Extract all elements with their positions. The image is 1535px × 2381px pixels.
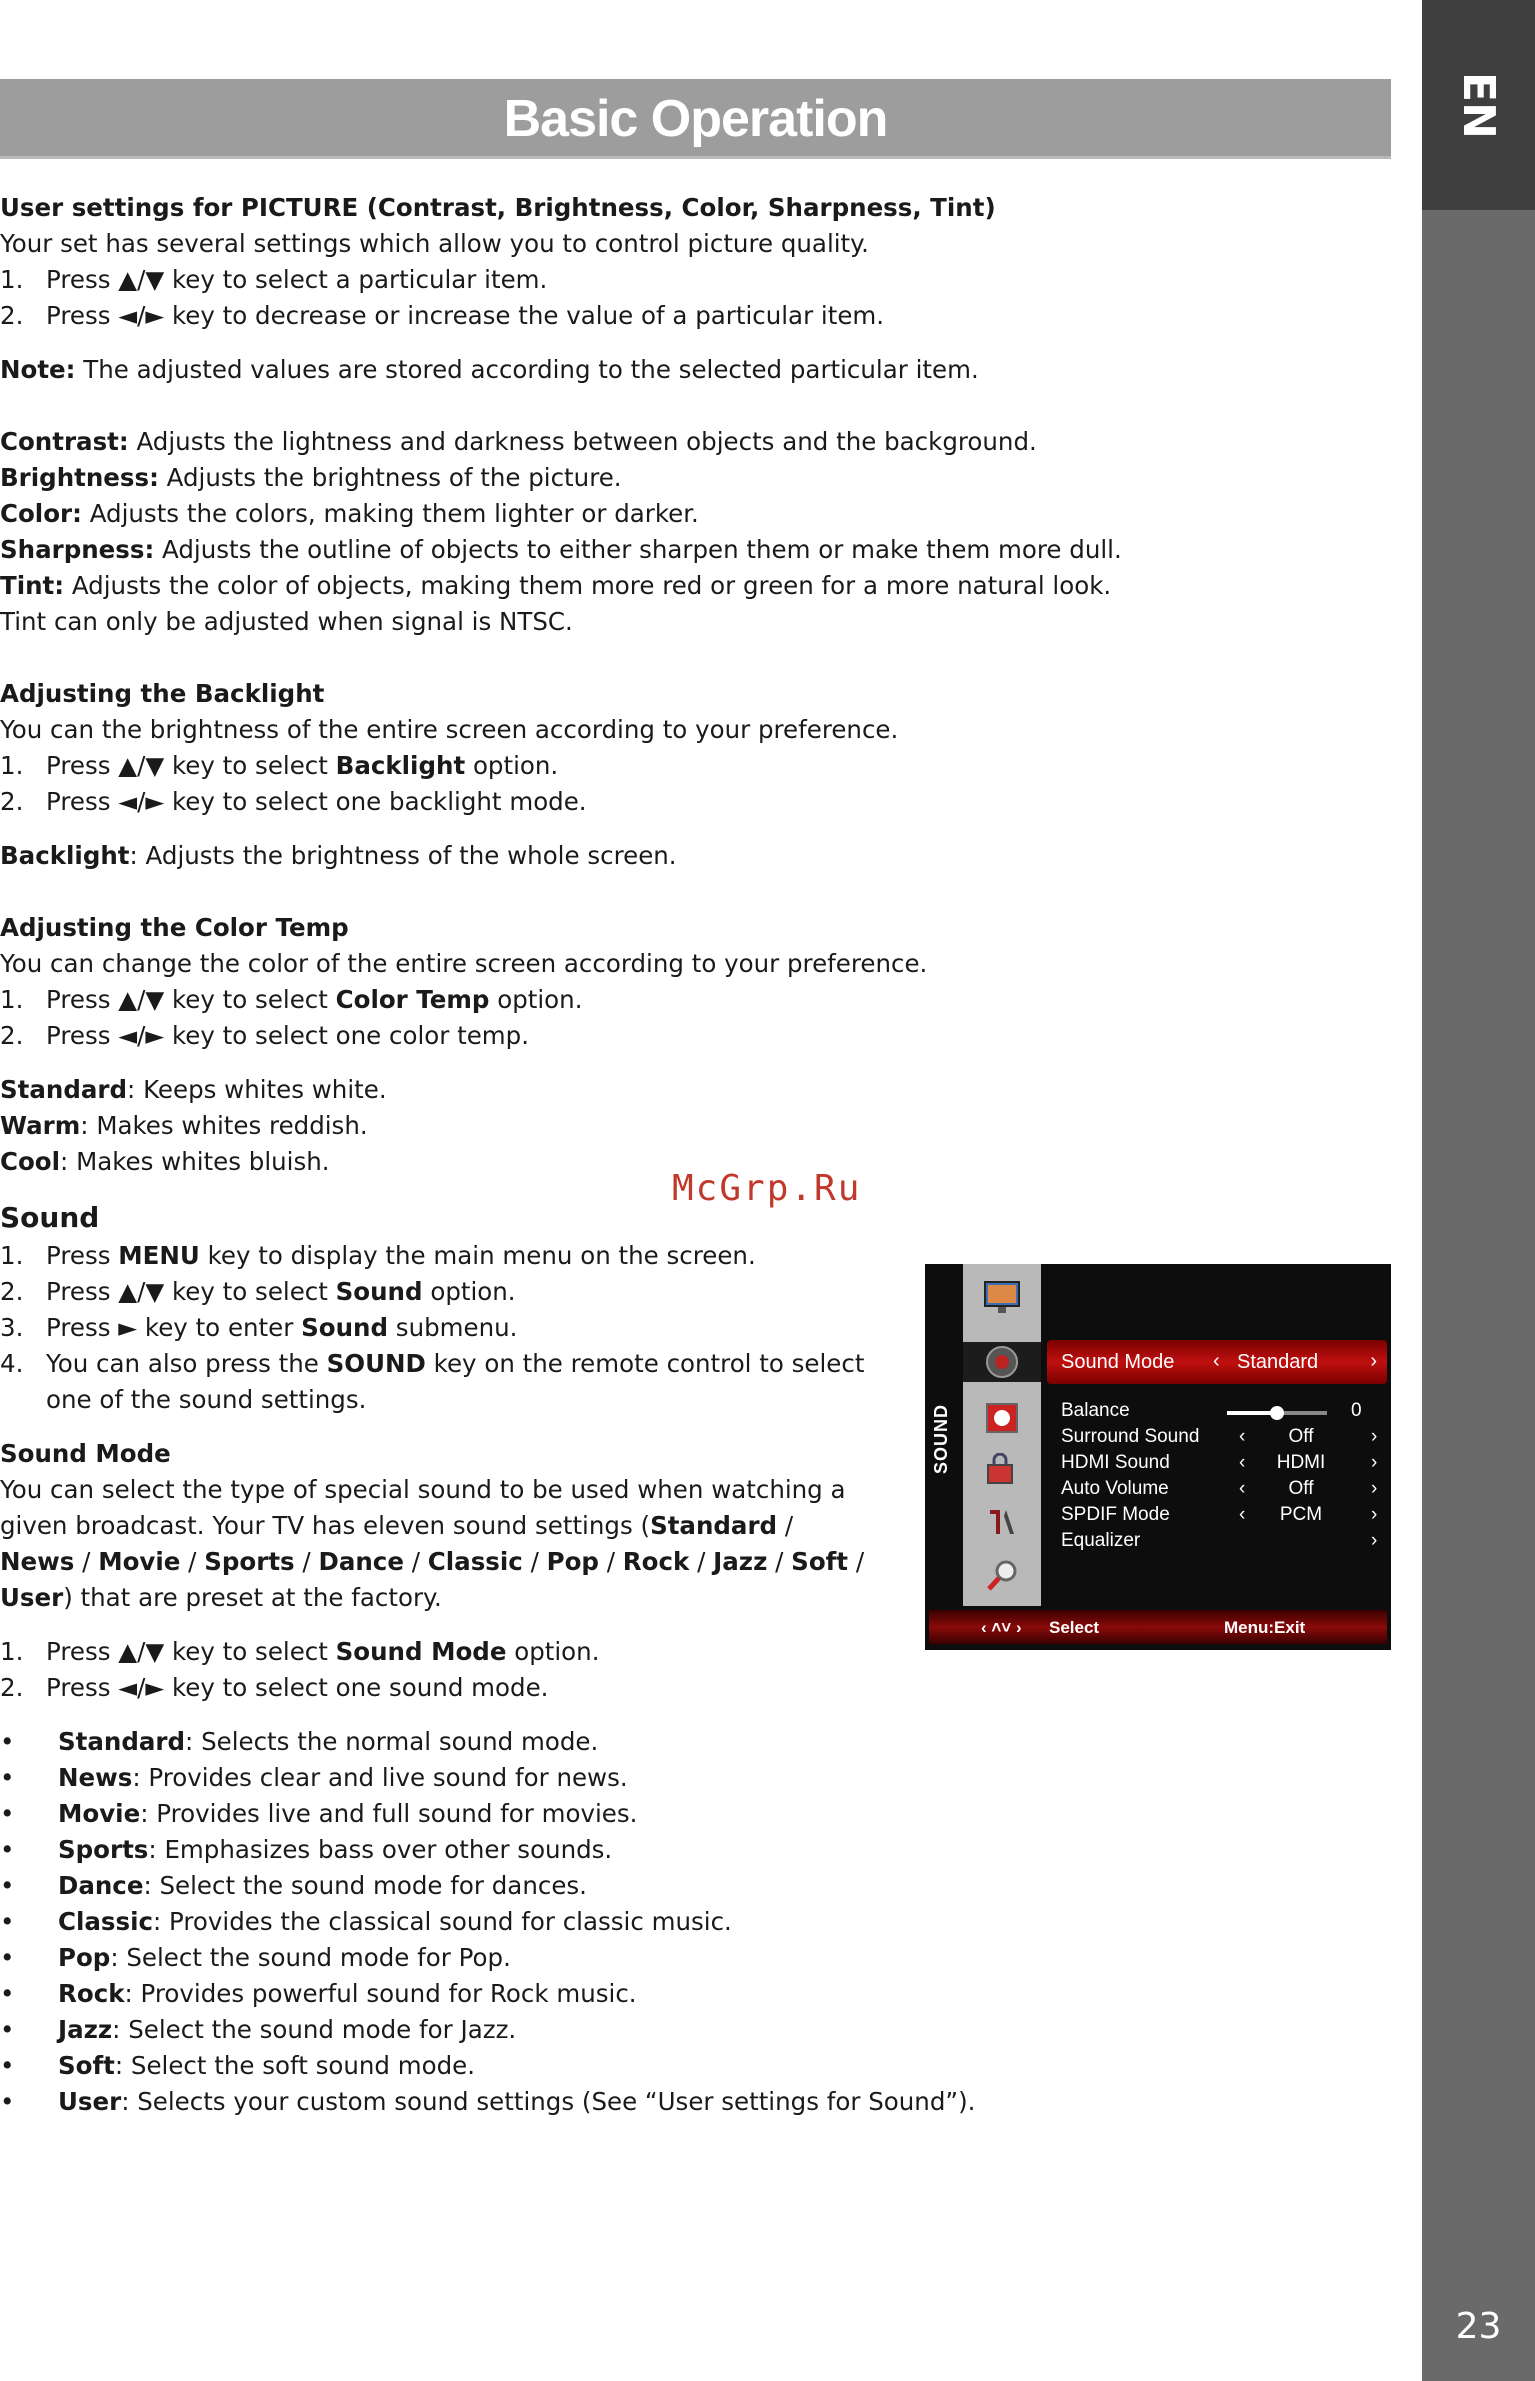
list-item: 2. Press ◄/► key to select one backlight mode. bbox=[0, 787, 587, 816]
definition-backlight: Backlight: Adjusts the brightness of the whole screen. bbox=[0, 841, 677, 870]
tint-note: Tint can only be adjusted when signal is NTSC. bbox=[0, 607, 573, 636]
speaker-icon[interactable] bbox=[963, 1342, 1041, 1382]
sound-mode-bullets bbox=[0, 1724, 1160, 2120]
spdif-mode-row[interactable]: SPDIF Mode ‹ PCM › bbox=[1061, 1504, 1378, 1525]
sound-mode-intro: You can select the type of special sound to be used when watching a given broadcast. Your TV has eleven sound settings (Standard / News / Movie / Sports / Dance / Classic / Pop / Rock / Jazz / Soft / User) that are preset at the factory. bbox=[0, 1475, 865, 1612]
chevron-right-icon: › bbox=[1371, 1504, 1378, 1525]
list-item: • Sports: Emphasizes bass over other sounds. bbox=[0, 1832, 1160, 1868]
list-item: 4. You can also press the SOUND key on the remote control to select one of the sound settings. bbox=[0, 1349, 865, 1414]
list-item: • Jazz: Select the sound mode for Jazz. bbox=[0, 2012, 1160, 2048]
list-item: • User: Selects your custom sound settings (See “User settings for Sound”). bbox=[0, 2084, 1160, 2120]
hdmi-sound-row[interactable]: HDMI Sound ‹ HDMI › bbox=[1061, 1452, 1378, 1473]
menu-side-label: SOUND bbox=[931, 1404, 951, 1475]
list-item: 1. Press MENU key to display the main menu on the screen. bbox=[0, 1241, 756, 1270]
backlight-intro: You can the brightness of the entire screen according to your preference. bbox=[0, 715, 899, 744]
sound-steps bbox=[0, 1238, 870, 1418]
chevron-right-icon: › bbox=[1371, 1530, 1378, 1551]
list-item: • Rock: Provides powerful sound for Rock music. bbox=[0, 1976, 1160, 2012]
section-heading-backlight: Adjusting the Backlight bbox=[0, 679, 325, 708]
list-item: 2. Press ◄/► key to select one color temp. bbox=[0, 1021, 530, 1050]
definition-warm: Warm: Makes whites reddish. bbox=[0, 1111, 368, 1140]
backlight-steps bbox=[0, 748, 1160, 820]
section-heading-sound: Sound bbox=[0, 1201, 100, 1234]
definition-color: Color: Adjusts the colors, making them lighter or darker. bbox=[0, 499, 699, 528]
picture-steps bbox=[0, 262, 1160, 334]
menu-icon-column bbox=[963, 1264, 1041, 1606]
right-sidebar bbox=[1422, 0, 1535, 2381]
tools-icon[interactable] bbox=[980, 1502, 1024, 1542]
section-heading-colortemp: Adjusting the Color Temp bbox=[0, 913, 349, 942]
list-item: • Soft: Select the soft sound mode. bbox=[0, 2048, 1160, 2084]
footer-select-label: Select bbox=[1049, 1618, 1100, 1637]
list-item: • News: Provides clear and live sound for news. bbox=[0, 1760, 1160, 1796]
picture-intro: Your set has several settings which allow you to control picture quality. bbox=[0, 229, 869, 258]
watermark: McGrp.Ru bbox=[672, 1168, 862, 1209]
definition-tint: Tint: Adjusts the color of objects, making them more red or green for a more natural look. bbox=[0, 571, 1112, 600]
equalizer-row[interactable]: Equalizer › bbox=[1061, 1530, 1378, 1551]
balance-slider[interactable] bbox=[1227, 1411, 1327, 1415]
balance-row[interactable]: Balance 0 bbox=[1061, 1400, 1362, 1421]
sound-mode-row[interactable]: Sound Mode ‹ Standard › bbox=[1047, 1340, 1387, 1384]
section-heading-picture: User settings for PICTURE (Contrast, Brightness, Color, Sharpness, Tint) bbox=[0, 193, 996, 222]
page-number: 23 bbox=[1455, 2306, 1502, 2347]
list-item: • Standard: Selects the normal sound mode. bbox=[0, 1724, 1160, 1760]
language-tab bbox=[1422, 0, 1535, 210]
chevron-right-icon: › bbox=[1371, 1426, 1378, 1447]
picture-note: Note: The adjusted values are stored according to the selected particular item. bbox=[0, 355, 979, 384]
definition-contrast: Contrast: Adjusts the lightness and darkness between objects and the background. bbox=[0, 427, 1037, 456]
list-item: 2. Press ▲/▼ key to select Sound option. bbox=[0, 1277, 516, 1306]
colortemp-intro: You can change the color of the entire screen according to your preference. bbox=[0, 949, 928, 978]
definition-sharpness: Sharpness: Adjusts the outline of objects to either sharpen them or make them more dull. bbox=[0, 535, 1122, 564]
list-item: 1. Press ▲/▼ key to select Color Temp option. bbox=[0, 985, 583, 1014]
clock-icon[interactable] bbox=[980, 1398, 1024, 1438]
magnifier-icon[interactable] bbox=[980, 1556, 1024, 1596]
chevron-left-icon[interactable]: ‹ bbox=[1213, 1350, 1220, 1372]
definition-standard: Standard: Keeps whites white. bbox=[0, 1075, 387, 1104]
chevron-left-icon: ‹ bbox=[1239, 1452, 1246, 1473]
sound-mode-heading: Sound Mode bbox=[0, 1439, 171, 1468]
sound-mode-steps bbox=[0, 1634, 870, 1706]
chevron-left-icon: ‹ bbox=[1239, 1478, 1246, 1499]
tv-sound-menu bbox=[925, 1264, 1391, 1650]
list-item: 2. Press ◄/► key to decrease or increase the value of a particular item. bbox=[0, 301, 885, 330]
list-item: 2. Press ◄/► key to select one sound mode. bbox=[0, 1673, 549, 1702]
definition-brightness: Brightness: Adjusts the brightness of the picture. bbox=[0, 463, 622, 492]
list-item: 3. Press ► key to enter Sound submenu. bbox=[0, 1313, 518, 1342]
nav-arrows-icon: ‹ ˄˅ › bbox=[981, 1618, 1022, 1637]
main-content bbox=[0, 190, 1160, 2120]
list-item: 1. Press ▲/▼ key to select a particular item. bbox=[0, 265, 548, 294]
list-item: • Movie: Provides live and full sound for movies. bbox=[0, 1796, 1160, 1832]
list-item: • Pop: Select the sound mode for Pop. bbox=[0, 1940, 1160, 1976]
colortemp-steps bbox=[0, 982, 1160, 1054]
chevron-right-icon: › bbox=[1371, 1452, 1378, 1473]
footer-exit-label: Menu:Exit bbox=[1224, 1618, 1306, 1637]
list-item: • Dance: Select the sound mode for dances. bbox=[0, 1868, 1160, 1904]
language-label: EN bbox=[1452, 71, 1504, 139]
sound-text-column bbox=[0, 1238, 870, 1706]
definition-cool: Cool: Makes whites bluish. bbox=[0, 1147, 330, 1176]
lock-icon[interactable] bbox=[980, 1450, 1024, 1490]
slider-handle[interactable] bbox=[1270, 1406, 1284, 1420]
list-item: 1. Press ▲/▼ key to select Sound Mode option. bbox=[0, 1637, 600, 1666]
page-title: Basic Operation bbox=[503, 90, 888, 148]
list-item: 1. Press ▲/▼ key to select Backlight option. bbox=[0, 751, 559, 780]
monitor-icon[interactable] bbox=[980, 1278, 1024, 1318]
title-banner bbox=[0, 79, 1391, 159]
chevron-right-icon: › bbox=[1371, 1478, 1378, 1499]
surround-sound-row[interactable]: Surround Sound ‹ Off › bbox=[1061, 1426, 1378, 1447]
list-item: • Classic: Provides the classical sound for classic music. bbox=[0, 1904, 1160, 1940]
chevron-left-icon: ‹ bbox=[1239, 1426, 1246, 1447]
chevron-right-icon[interactable]: › bbox=[1370, 1350, 1377, 1372]
auto-volume-row[interactable]: Auto Volume ‹ Off › bbox=[1061, 1478, 1378, 1499]
chevron-left-icon: ‹ bbox=[1239, 1504, 1246, 1525]
menu-footer bbox=[929, 1610, 1387, 1644]
